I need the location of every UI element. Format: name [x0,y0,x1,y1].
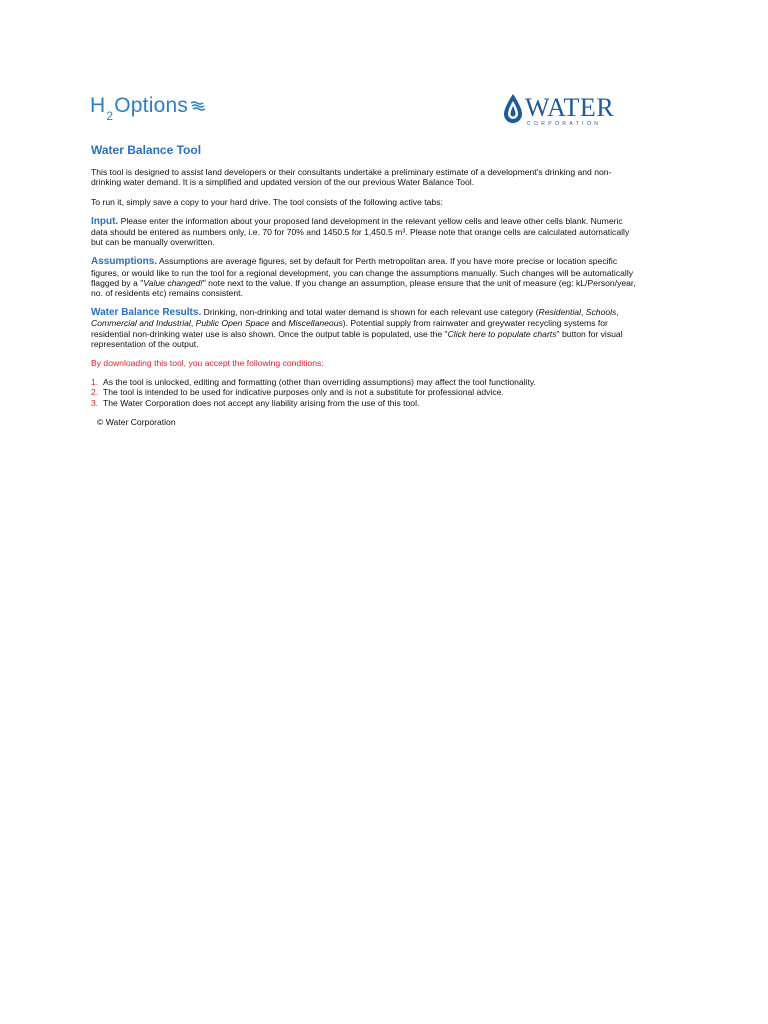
condition-number: 1. [91,377,99,388]
wave-icon [190,100,206,112]
list-item [91,387,636,397]
separator: , [190,318,196,329]
separator: , [616,307,619,318]
logo-h: H [90,94,106,117]
water-corp-word: WATER [525,93,615,122]
category-public-open-space: Public Open Space [195,318,270,329]
page-title: Water Balance Tool [91,143,202,157]
logo-options: Options [114,94,189,117]
h2options-logo [90,94,206,123]
results-heading: Water Balance Results. [91,307,202,319]
separator: , [581,307,586,318]
assumptions-text-a: Assumptions are average figures, set by default for Perth metropolitan area. If you have more precise or location specific figures, or would like to run the tool for a regional development, you can change the assumptions manually. Such changes will be automatically flagged by a " [91,256,634,288]
condition-text: The Water Corporation does not accept any liability arising from the use of this tool. [103,397,420,408]
results-text-b: ). Potential supply from rainwater and greywater recycling systems for residential non-drinking water use is also shown. Once the output table is populated, use the " [91,318,608,339]
category-miscellaneous: Miscellaneous [288,318,343,329]
value-changed-flag: Value changed! [143,277,203,288]
document-body [91,145,636,427]
condition-number: 2. [91,387,99,398]
category-residential: Residential [538,307,581,318]
water-corporation-logo [503,93,614,127]
run-paragraph: To run it, simply save a copy to your hard drive. The tool consists of the following active tabs: [91,196,443,207]
input-text: Please enter the information about your proposed land development in the relevant yellow cells and leave other cells blank. Numeric data should be entered as numbers only, i.e. 70 for 70% and 1450.5 for 1,450.5 m³. Please note that orange cells are calculated automatically but can be manually overwritten. [91,215,630,248]
category-schools: Schools [585,307,617,318]
input-section [91,216,636,248]
input-heading: Input. [91,215,119,227]
logo-sub: 2 [106,109,114,123]
condition-number: 3. [91,397,99,408]
water-drop-icon [503,93,523,125]
intro-paragraph: This tool is designed to assist land developers or their consultants undertake a preliminary estimate of a development's drinking and non-drinking water demand. It is a simplified and updated version of the our previous Water Balance Tool. [91,167,612,188]
conditions-heading: By downloading this tool, you accept the following conditions: [91,358,324,369]
results-text-a: Drinking, non-drinking and total water demand is shown for each relevant use category ( [203,307,539,318]
results-text-c: " button for visual representation of the output. [91,328,623,349]
water-corp-sub: CORPORATION [527,121,602,127]
assumptions-section [91,256,636,298]
assumptions-heading: Assumptions. [91,256,158,268]
condition-text: The tool is intended to be used for indicative purposes only and is not a substitute for professional advice. [103,387,504,398]
populate-charts-reference: Click here to populate charts [447,328,557,339]
category-commercial: Commercial and Industrial [91,318,191,329]
results-section [91,307,636,349]
list-item [91,398,636,408]
copyright: © Water Corporation [97,416,176,427]
assumptions-text-b: " note next to the value. If you change an assumption, please ensure that the unit of measure (eg: kL/Person/year, no. of residents etc) remains consistent. [91,277,636,299]
separator: and [269,318,289,329]
conditions-list [91,377,636,408]
list-item [91,377,636,387]
condition-text: As the tool is unlocked, editing and formatting (other than overriding assumptions) may affect the tool functionality. [103,377,536,388]
